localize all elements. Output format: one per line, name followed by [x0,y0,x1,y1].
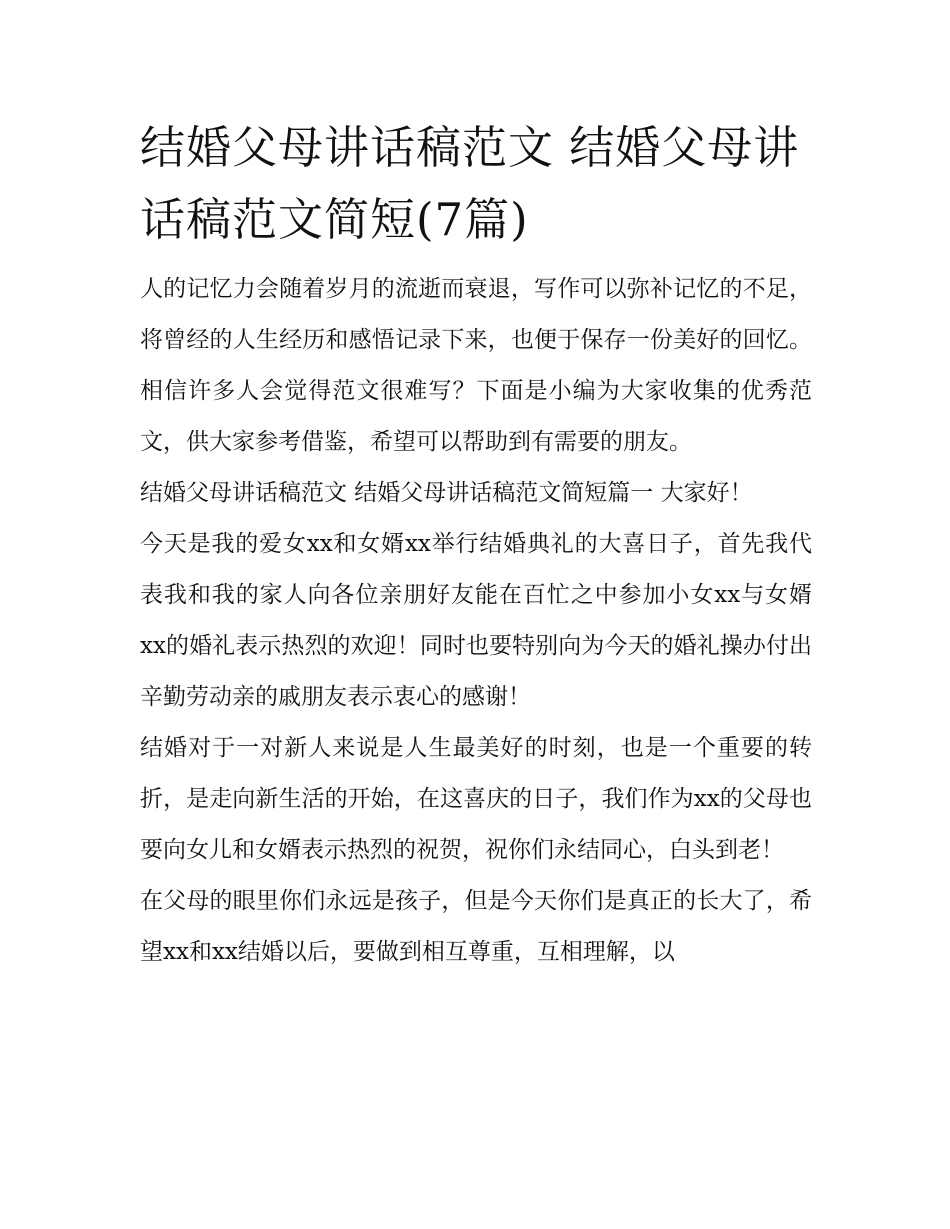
body-paragraph: 在父母的眼里你们永远是孩子，但是今天你们是真正的长大了，希望xx和xx结婚以后，要做到相互尊重，互相理解，以 [140,888,812,965]
intro-paragraph: 人的记忆力会随着岁月的流逝而衰退，写作可以弥补记忆的不足，将曾经的人生经历和感悟记录下来，也便于保存一份美好的回忆。相信许多人会觉得范文很难写？下面是小编为大家收集的优秀范文，供大家参考借鉴，希望可以帮助到有需要的朋友。 [140,276,812,455]
section-heading-paragraph: 结婚父母讲话稿范文 结婚父母讲话稿范文简短篇一 大家好！ [140,480,753,506]
body-paragraph: 今天是我的爱女xx和女婿xx举行结婚典礼的大喜日子，首先我代表我和我的家人向各位亲朋好友能在百忙之中参加小女xx与女婿xx的婚礼表示热烈的欢迎！同时也要特别向为今天的婚礼操办付出辛勤劳动亲的戚朋友表示衷心的感谢！ [140,531,812,710]
document-page [140,112,812,978]
body-paragraph: 结婚对于一对新人来说是人生最美好的时刻，也是一个重要的转折，是走向新生活的开始，在这喜庆的日子，我们作为xx的父母也要向女儿和女婿表示热烈的祝贺，祝你们永结同心，白头到老！ [140,735,812,863]
document-title: 结婚父母讲话稿范文 结婚父母讲话稿范文简短(7篇) [140,121,800,246]
